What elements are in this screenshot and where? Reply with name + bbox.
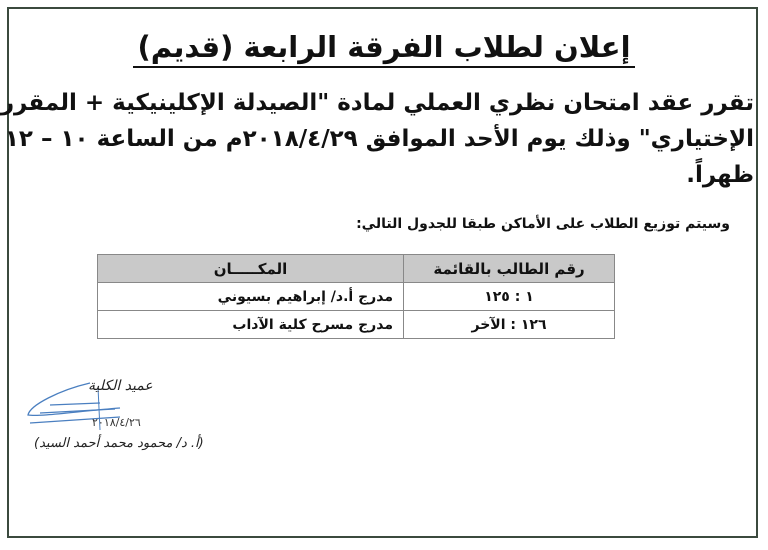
exam-place: مدرج أ.د/ إبراهيم بسيوني bbox=[98, 283, 404, 311]
table-row bbox=[98, 283, 615, 311]
student-range: ١ : ١٢٥ bbox=[404, 283, 615, 311]
signature-date: ٢٠١٨/٤/٢٦ bbox=[92, 416, 141, 429]
exam-place: مدرج مسرح كلية الآداب bbox=[98, 311, 404, 339]
table-row bbox=[98, 311, 615, 339]
distribution-note: وسيتم توزيع الطلاب على الأماكن طبقا للجدول التالي: bbox=[356, 216, 730, 232]
student-range: ١٢٦ : الآخر bbox=[404, 311, 615, 339]
announcement-title bbox=[0, 30, 768, 64]
table-header-row bbox=[98, 255, 615, 283]
signatory-name: (أ. د/ محمود محمد أحمد السيد) bbox=[34, 436, 204, 451]
title-text: إعلان لطلاب الفرقة الرابعة (قديم) bbox=[133, 30, 634, 68]
header-place: المكـــــان bbox=[98, 255, 404, 283]
body-line-2: الإختياري" وذلك يوم الأحد الموافق ٢٠١٨/٤/٢٩م من الساعة ١٠ – ١٢ bbox=[4, 126, 754, 152]
body-line-1: تقرر عقد امتحان نظري العملي لمادة "الصيدلة الإكلينيكية + المقرر bbox=[0, 90, 754, 116]
signature-title: عميد الكلية bbox=[88, 378, 153, 394]
header-student-number: رقم الطالب بالقائمة bbox=[404, 255, 615, 283]
distribution-table bbox=[97, 254, 615, 339]
body-line-3: ظهراً. bbox=[686, 162, 754, 188]
